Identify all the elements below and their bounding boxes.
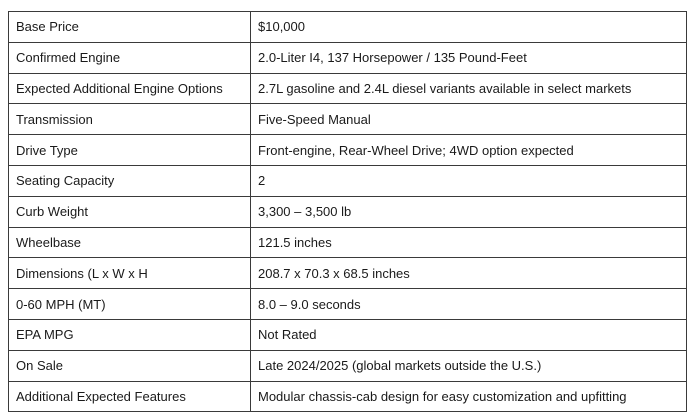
table-row-dimensions <box>9 258 687 289</box>
row-value: 208.7 x 70.3 x 68.5 inches <box>251 258 687 289</box>
row-label: 0-60 MPH (MT) <box>9 289 251 320</box>
table-row-curb-weight <box>9 196 687 227</box>
row-value: 2 <box>251 165 687 196</box>
row-label: Seating Capacity <box>9 165 251 196</box>
row-label: Transmission <box>9 104 251 135</box>
table-row-base-price <box>9 12 687 43</box>
row-value: Five-Speed Manual <box>251 104 687 135</box>
table-row-confirmed-engine <box>9 42 687 73</box>
row-label: Confirmed Engine <box>9 42 251 73</box>
table-row-additional-features <box>9 381 687 412</box>
row-value: Modular chassis-cab design for easy customization and upfitting <box>251 381 687 412</box>
row-label: Drive Type <box>9 135 251 166</box>
row-label: EPA MPG <box>9 319 251 350</box>
row-value: Late 2024/2025 (global markets outside the U.S.) <box>251 350 687 381</box>
table-row-seating-capacity <box>9 165 687 196</box>
row-value: 8.0 – 9.0 seconds <box>251 289 687 320</box>
row-value: Front-engine, Rear-Wheel Drive; 4WD option expected <box>251 135 687 166</box>
spec-table <box>8 11 687 412</box>
row-label: Base Price <box>9 12 251 43</box>
table-row-transmission <box>9 104 687 135</box>
row-label: Curb Weight <box>9 196 251 227</box>
table-row-wheelbase <box>9 227 687 258</box>
row-label: Dimensions (L x W x H <box>9 258 251 289</box>
table-row-epa-mpg <box>9 319 687 350</box>
row-value: 2.7L gasoline and 2.4L diesel variants available in select markets <box>251 73 687 104</box>
row-value: 2.0-Liter I4, 137 Horsepower / 135 Pound-Feet <box>251 42 687 73</box>
table-row-drive-type <box>9 135 687 166</box>
row-label: On Sale <box>9 350 251 381</box>
table-row-additional-engine-options <box>9 73 687 104</box>
row-value: $10,000 <box>251 12 687 43</box>
row-label: Wheelbase <box>9 227 251 258</box>
table-row-on-sale <box>9 350 687 381</box>
row-label: Expected Additional Engine Options <box>9 73 251 104</box>
table-row-0-60-mph <box>9 289 687 320</box>
row-value: 121.5 inches <box>251 227 687 258</box>
row-value: 3,300 – 3,500 lb <box>251 196 687 227</box>
row-value: Not Rated <box>251 319 687 350</box>
row-label: Additional Expected Features <box>9 381 251 412</box>
